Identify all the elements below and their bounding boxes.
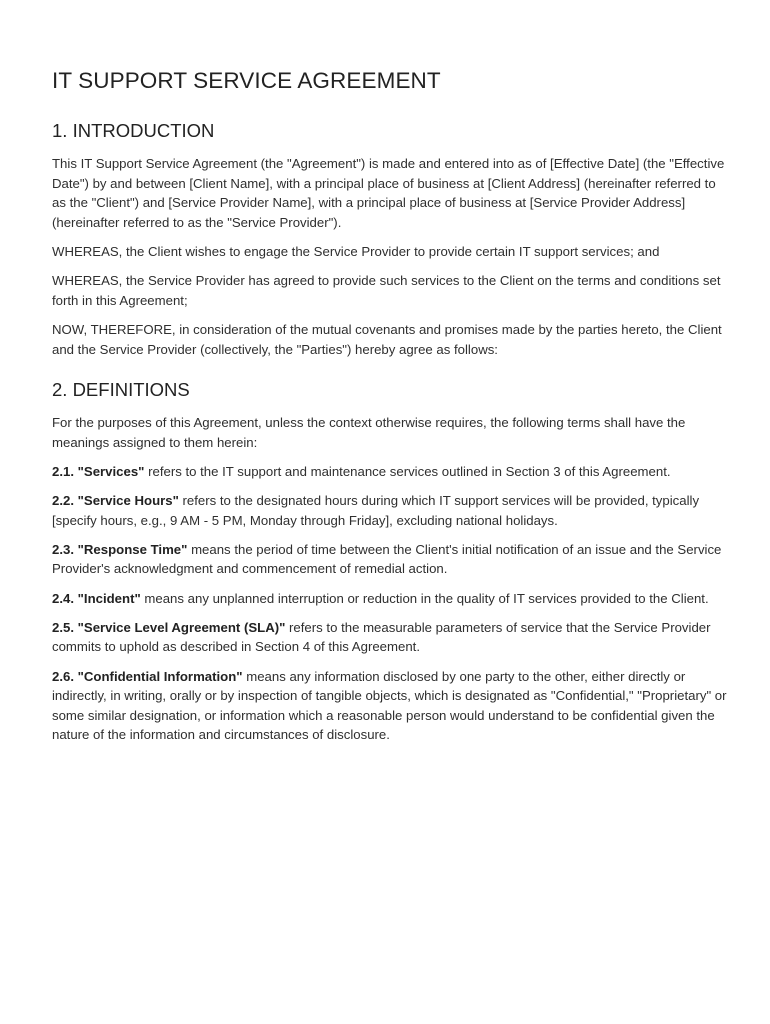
section-heading-definitions: 2. DEFINITIONS: [52, 379, 190, 401]
definition-term: 2.3. "Response Time": [52, 541, 188, 557]
definition-term: 2.4. "Incident": [52, 590, 141, 606]
definition-term: 2.2. "Service Hours": [52, 493, 179, 509]
definition-text: means the period of time between the Client's initial notification of an issue and the Service Provider's acknowledgment and commencement of remedial action.: [52, 541, 722, 577]
definition-text: refers to the measurable parameters of service that the Service Provider commits to uphold as described in Section 4 of this Agreement.: [52, 619, 711, 655]
definition-term: 2.1. "Services": [52, 463, 145, 479]
definition-item: [52, 589, 730, 609]
intro-paragraph: WHEREAS, the Service Provider has agreed to provide such services to the Client on the terms and conditions set forth in this Agreement;: [52, 273, 721, 308]
intro-paragraph: This IT Support Service Agreement (the "Agreement") is made and entered into as of [Effective Date] (the "Effective Date") by and between [Client Name], with a principal place of business at [Client Address] (hereinafter referred to as the "Client") and [Service Provider Name], with a principal place of business at [Service Provider Address] (hereinafter referred to as the "Service Provider").: [52, 156, 725, 230]
definition-item: [52, 667, 730, 745]
document-title: IT SUPPORT SERVICE AGREEMENT: [52, 68, 441, 93]
definition-text: means any information disclosed by one party to the other, either directly or indirectly, in writing, orally or by inspection of tangible objects, which is designated as "Confidential," "Proprietary" or some similar designation, or information which a reasonable person would understand to be confidential given the nature of the information and circumstances of disclosure.: [52, 668, 727, 743]
definition-item: [52, 462, 730, 482]
definition-item: [52, 540, 730, 579]
definition-text: refers to the designated hours during which IT support services will be provided, typically [specify hours, e.g., 9 AM - 5 PM, Monday through Friday], excluding national holidays.: [52, 493, 700, 528]
intro-paragraph: WHEREAS, the Client wishes to engage the Service Provider to provide certain IT support services; and: [52, 243, 660, 259]
definition-text: means any unplanned interruption or reduction in the quality of IT services provided to the Client.: [140, 590, 709, 606]
definition-item: [52, 491, 730, 530]
definition-term: 2.5. "Service Level Agreement (SLA)": [52, 619, 286, 635]
definition-term: 2.6. "Confidential Information": [52, 668, 243, 684]
intro-paragraph: NOW, THEREFORE, in consideration of the mutual covenants and promises made by the parties hereto, the Client and the Service Provider (collectively, the "Parties") hereby agree as follows:: [52, 321, 722, 357]
definition-item: [52, 618, 730, 657]
definitions-intro: For the purposes of this Agreement, unless the context otherwise requires, the following terms shall have the meanings assigned to them herein:: [52, 415, 686, 450]
section-heading-introduction: 1. INTRODUCTION: [52, 120, 215, 141]
definition-text: refers to the IT support and maintenance services outlined in Section 3 of this Agreement.: [144, 463, 671, 479]
